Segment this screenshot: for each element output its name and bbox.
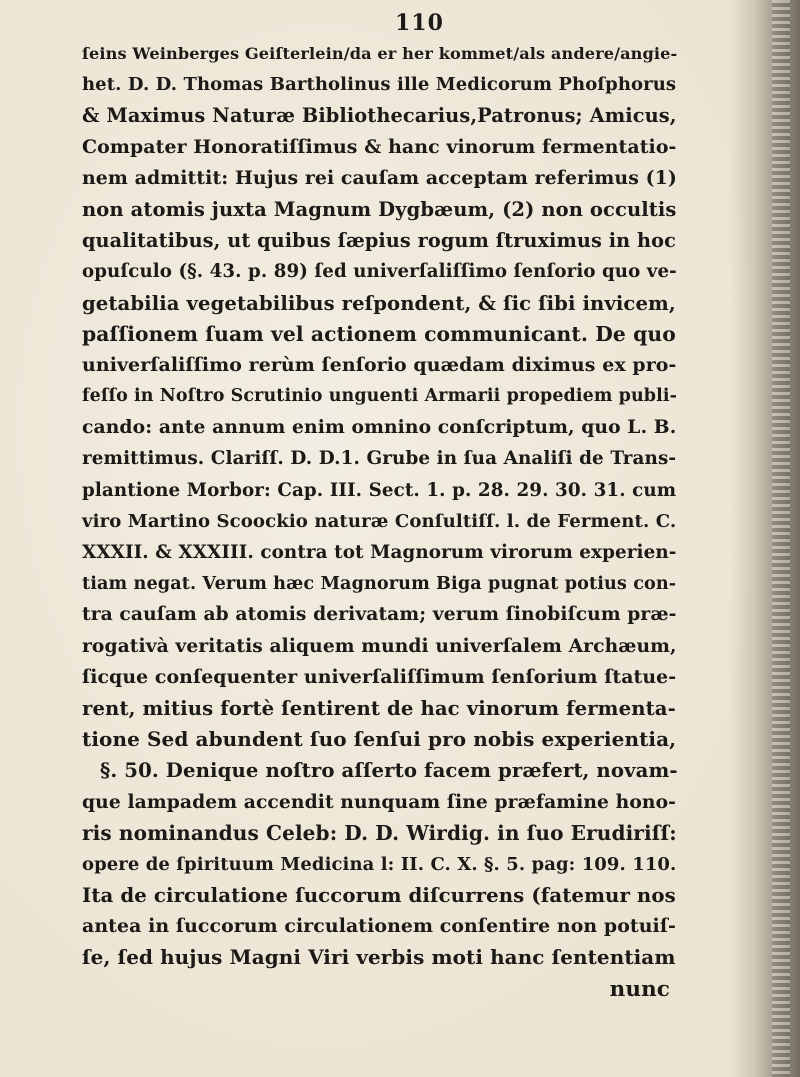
text-line: rent, mitius fortè ſentirent de hac vinorum fermenta- [82,696,676,720]
text-line: getabilia vegetabilibus reſpondent, & ſic ſibi invicem, [82,291,676,315]
text-line: tione Sed abundent ſuo ſenſui pro nobis experientia, [82,727,677,752]
text-line: ris nominandus Celeb: D. D. Wirdig. in ſuo Erudiriſſ: [82,820,677,845]
text-line: non atomis juxta Magnum Dygbæum, (2) non occultis [82,197,677,221]
text-line: feſſo in Noſtro Scrutinio unguenti Armarii propediem publi- [82,386,677,407]
text-line: opere de ſpirituum Medicina l: II. C. X. §. 5. pag: 109. 110. [82,853,677,875]
text-line: univerſaliſſimo rerùm ſenſorio quædam diximus ex pro- [82,353,677,376]
text-line: tra cauſam ab atomis derivatam; verum ſinobiſcum præ- [82,603,677,626]
text-line: cando: ante annum enim omnino conſcriptum, quo L. B. [82,416,677,439]
text-line: viro Martino Scoockio naturæ Conſultiſſ. l. de Ferment. C. [82,510,677,532]
text-line: nem admittit: Hujus rei cauſam acceptam referimus (1) [82,166,677,189]
page-number: 110 [395,10,444,36]
text-line: ſicque conſequenter univerſaliſſimum ſenſorium ſtatue- [82,665,677,688]
text-line: ſe, ſed hujus Magni Viri verbis moti hanc ſententiam [82,945,676,970]
text-line-section: §. 50. Denique noſtro aſſerto facem præfert, novam- [100,759,678,783]
page-edge-band [772,0,790,1077]
text-line: plantione Morbor: Cap. III. Sect. 1. p. 28. 29. 30. 31. cum [82,479,677,501]
catchword: nunc [609,976,670,1002]
text-line: Compater Honoratiſſimus & hanc vinorum fermentatio- [82,135,677,158]
text-line: tiam negat. Verum hæc Magnorum Biga pugnat potius con- [82,573,677,595]
text-line: paſſionem ſuam vel actionem communicant. De quo [82,321,676,346]
text-line: Ita de circulatione ſuccorum diſcurrens (fatemur nos [82,883,676,908]
text-line: & Maximus Naturæ Bibliothecarius,Patronus; Amicus, [82,104,677,128]
text-line: rogativà veritatis aliquem mundi univerſalem Archæum, [82,634,677,657]
text-line: qualitatibus, ut quibus ſæpius rogum ſtruximus in hoc [82,229,676,253]
text-line: que lampadem accendit nunquam ſine præfamine hono- [82,790,677,813]
text-line: opuſculo (§. 43. p. 89) ſed univerſaliſſimo ſenſorio quo ve- [82,261,677,283]
text-line: antea in ſuccorum circulationem conſentire non potuiſ- [82,915,676,938]
body-text [82,38,682,1005]
text-line: XXXII. & XXXIII. contra tot Magnorum virorum experien- [82,542,677,563]
text-line: ſeins Weinberges Geiſterlein/da er her kommet/als andere/angie- [82,44,678,63]
text-line: remittimus. Clariſſ. D. D.1. Grube in ſua Analiſi de Trans- [82,448,677,470]
text-line: het. D. D. Thomas Bartholinus ille Medicorum Phoſphorus [82,74,677,96]
